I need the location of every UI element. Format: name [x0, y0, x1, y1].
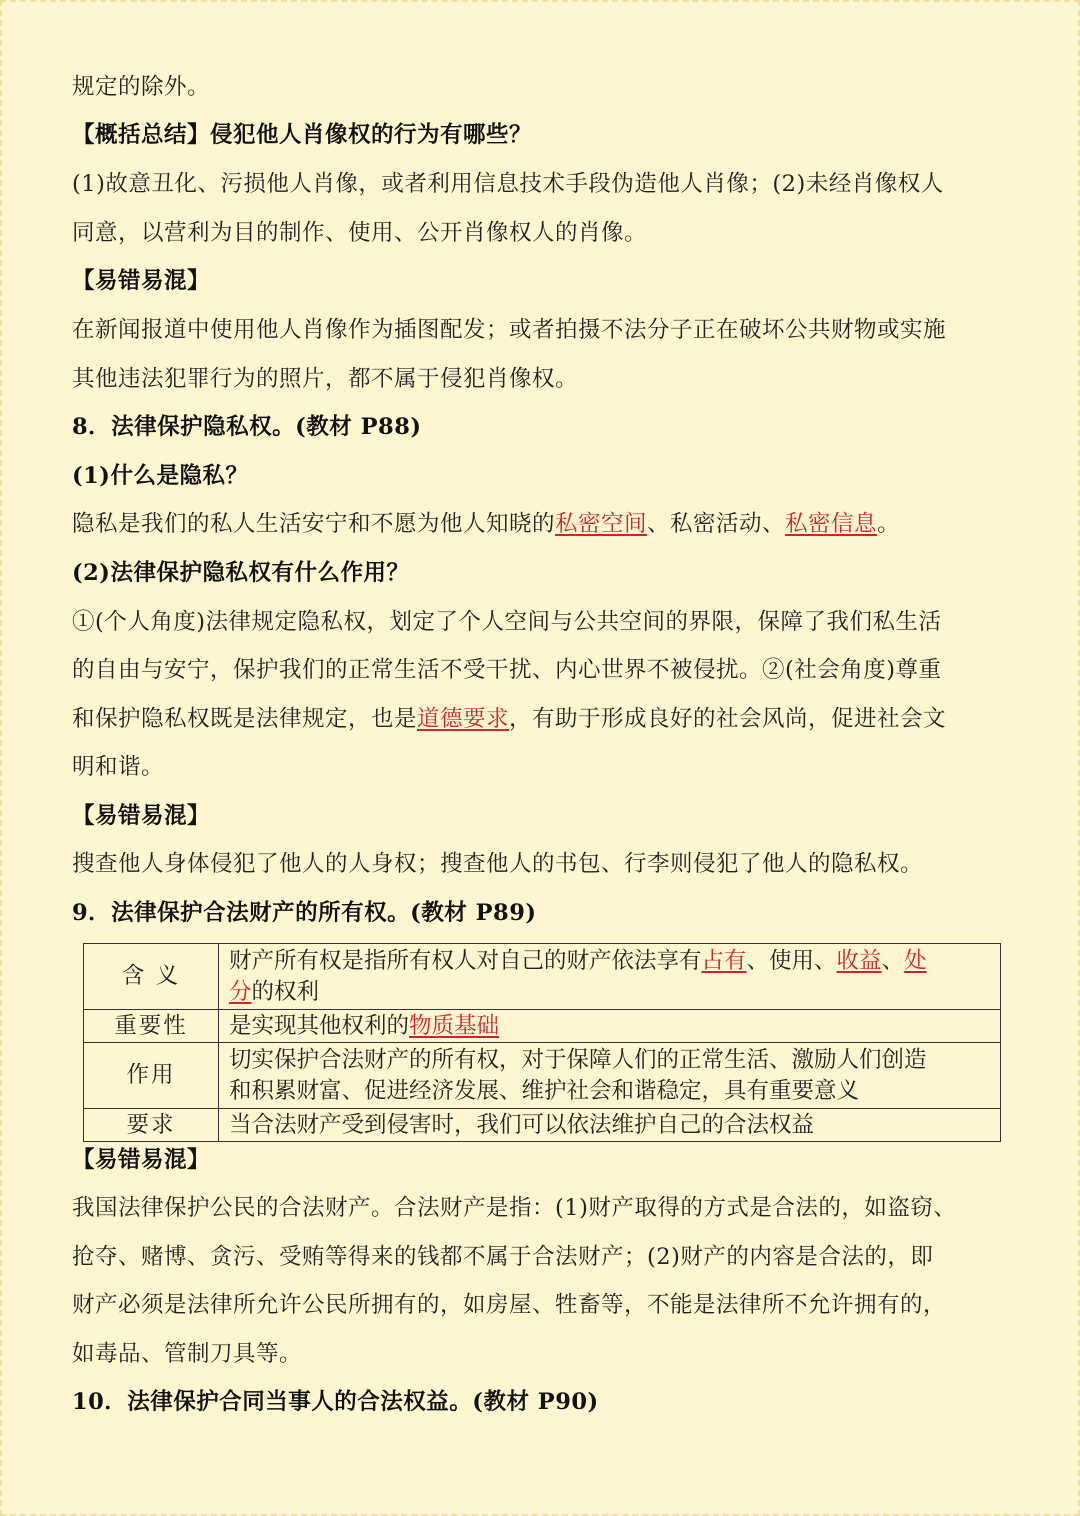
- text-line: 如毒品、管制刀具等。: [72, 1341, 303, 1367]
- highlighted-term: 占有: [701, 947, 747, 974]
- text-line: 抢夺、赌博、贪污、受贿等得来的钱都不属于合法财产；(2)财产的内容是合法的，即: [72, 1244, 934, 1270]
- text-fragment: 切实保护合法财产的所有权，对于保障人们的正常生活、激励人们创造: [229, 1046, 927, 1073]
- table-value-cell: [219, 1010, 1001, 1043]
- text-line: 我国法律保护公民的合法财产。合法财产是指：(1)财产取得的方式是合法的，如盗窃、: [72, 1195, 957, 1221]
- text-fragment: 是实现其他权利的: [229, 1012, 410, 1039]
- table-row: [84, 1010, 1001, 1043]
- table-value-cell: 当合法财产受到侵害时，我们可以依法维护自己的合法权益: [219, 1109, 1001, 1142]
- text-fragment: 隐私是我们的私人生活安宁和不愿为他人知晓的: [72, 511, 556, 537]
- highlighted-term: 物质基础: [409, 1012, 500, 1039]
- highlighted-term: 私密空间: [555, 511, 648, 537]
- text-line: 在新闻报道中使用他人肖像作为插图配发；或者拍摄不法分子正在破坏公共财物或实施: [72, 317, 947, 343]
- text-fragment: 和保护隐私权既是法律规定，也是: [72, 706, 418, 732]
- section-heading: 【易错易混】: [72, 268, 211, 294]
- table-key-cell: 含 义: [84, 944, 219, 1010]
- text-fragment: 。: [877, 511, 901, 537]
- table-value-cell: [219, 1043, 1001, 1109]
- text-line: [72, 507, 1017, 541]
- table-row: [84, 1043, 1001, 1109]
- text-fragment: 和积累财富、促进经济发展、维护社会和谐稳定，具有重要意义: [229, 1077, 860, 1104]
- text-line: ①(个人角度)法律规定隐私权，划定了个人空间与公共空间的界限，保障了我们私生活: [72, 609, 942, 635]
- text-line: 财产必须是法律所允许公民所拥有的，如房屋、牲畜等，不能是法律所不允许拥有的，: [72, 1292, 947, 1318]
- table-key-cell: 重要性: [84, 1010, 219, 1043]
- table-key-cell: 作用: [84, 1043, 219, 1109]
- table-row: [84, 944, 1001, 1010]
- text-line: 的自由与安宁，保护我们的正常生活不受干扰、内心世界不被侵扰。②(社会角度)尊重: [72, 657, 942, 683]
- highlighted-term: 收益: [836, 947, 882, 974]
- table-row: [84, 1109, 1001, 1142]
- section-heading: 【易错易混】: [72, 1147, 211, 1173]
- table-value-cell: [219, 944, 1001, 1010]
- text-line: 其他违法犯罪行为的照片，都不属于侵犯肖像权。: [72, 366, 579, 392]
- text-line: 搜查他人身体侵犯了他人的人身权；搜查他人的书包、行李则侵犯了他人的隐私权。: [72, 851, 924, 877]
- highlighted-term: 道德要求: [417, 706, 510, 732]
- section-heading: 【易错易混】: [72, 803, 211, 829]
- text-line: 同意，以营利为目的制作、使用、公开肖像权人的肖像。: [72, 220, 648, 246]
- text-fragment: 财产所有权是指所有权人对自己的财产依法享有: [229, 947, 702, 974]
- text-line: 明和谐。: [72, 754, 165, 780]
- text-fragment: 、使用、: [746, 947, 837, 974]
- text-line: (1)故意丑化、污损他人肖像，或者利用信息技术手段伪造他人肖像；(2)未经肖像权人: [72, 171, 944, 197]
- text-line: 规定的除外。: [72, 74, 211, 100]
- highlighted-term: 分: [229, 978, 252, 1005]
- section-heading: 9．法律保护合法财产的所有权。(教材 P89): [72, 900, 537, 926]
- text-fragment: 、私密活动、: [647, 511, 786, 537]
- highlighted-term: 私密信息: [785, 511, 878, 537]
- text-fragment: 、: [881, 947, 905, 974]
- subsection-heading: (1)什么是隐私？: [72, 463, 249, 489]
- property-rights-table: [83, 943, 1001, 1142]
- table-key-cell: 要求: [84, 1109, 219, 1142]
- section-heading: 10．法律保护合同当事人的合法权益。(教材 P90): [72, 1389, 599, 1415]
- text-fragment: ，有助于形成良好的社会风尚，促进社会文: [509, 706, 947, 732]
- text-line: [72, 702, 1017, 736]
- text-fragment: 的权利: [251, 978, 320, 1005]
- section-heading: 8．法律保护隐私权。(教材 P88): [72, 414, 422, 440]
- section-heading: 【概括总结】侵犯他人肖像权的行为有哪些？: [72, 122, 533, 148]
- subsection-heading: (2)法律保护隐私权有什么作用？: [72, 560, 410, 586]
- highlighted-term: 处: [904, 947, 927, 974]
